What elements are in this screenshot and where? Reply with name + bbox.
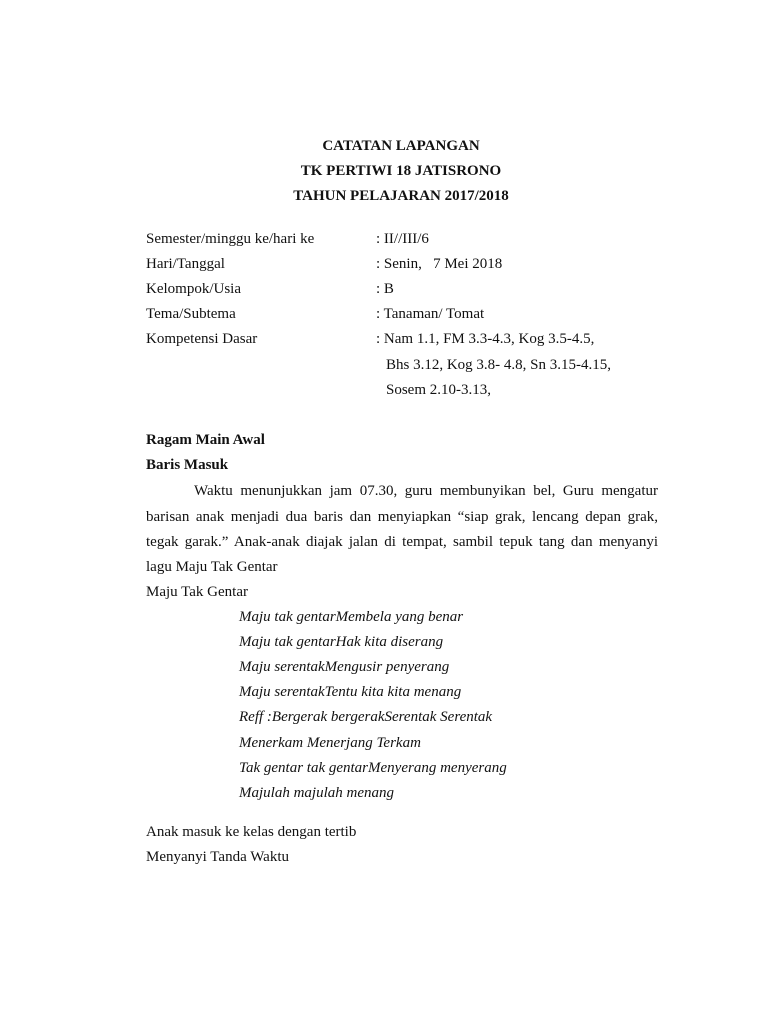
lyric-line: Maju serentakMengusir penyerang: [239, 659, 450, 675]
section-title: Ragam Main Awal: [146, 432, 265, 448]
lyric-line: Reff :Bergerak bergerakSerentak Serentak: [239, 709, 493, 725]
school-name: TK PERTIWI 18 JATISRONO: [300, 163, 502, 179]
info-value: : II//III/6: [376, 231, 429, 247]
academic-year: TAHUN PELAJARAN 2017/2018: [293, 188, 509, 204]
info-value: : B: [376, 281, 394, 297]
info-value: : Tanaman/ Tomat: [376, 306, 485, 322]
paragraph-line: lagu Maju Tak Gentar: [146, 559, 278, 575]
lyric-line: Tak gentar tak gentarMenyerang menyerang: [239, 760, 507, 776]
closing-line: Menyanyi Tanda Waktu: [146, 849, 289, 865]
song-title: Maju Tak Gentar: [146, 584, 248, 600]
info-value-continued: Bhs 3.12, Kog 3.8- 4.8, Sn 3.15-4.15,: [386, 357, 612, 373]
info-value: : Nam 1.1, FM 3.3-4.3, Kog 3.5-4.5,: [376, 331, 595, 347]
info-value-continued: Sosem 2.10-3.13,: [386, 382, 491, 398]
document-title: CATATAN LAPANGAN: [322, 138, 480, 154]
paragraph-line: Waktu menunjukkan jam 07.30, guru membunyikan bel, Guru mengatur: [194, 483, 658, 499]
lyric-line: Menerkam Menerjang Terkam: [239, 735, 421, 751]
paragraph-line: barisan anak menjadi dua baris dan menyiapkan “siap grak, lencang depan grak,: [146, 509, 658, 525]
info-label: Kelompok/Usia: [146, 281, 241, 297]
info-label: Hari/Tanggal: [146, 256, 225, 272]
lyric-line: Maju serentakTentu kita kita menang: [239, 684, 462, 700]
info-label: Tema/Subtema: [146, 306, 236, 322]
info-label: Kompetensi Dasar: [146, 331, 258, 347]
subsection-title: Baris Masuk: [146, 457, 229, 473]
lyric-line: Maju tak gentarMembela yang benar: [239, 609, 464, 625]
info-label: Semester/minggu ke/hari ke: [146, 231, 315, 247]
info-value: : Senin, 7 Mei 2018: [376, 256, 503, 272]
lyric-line: Majulah majulah menang: [239, 785, 394, 801]
lyric-line: Maju tak gentarHak kita diserang: [239, 634, 444, 650]
paragraph-line: tegak garak.” Anak-anak diajak jalan di tempat, sambil tepuk tang dan menyanyi: [146, 534, 658, 550]
closing-line: Anak masuk ke kelas dengan tertib: [146, 824, 357, 840]
